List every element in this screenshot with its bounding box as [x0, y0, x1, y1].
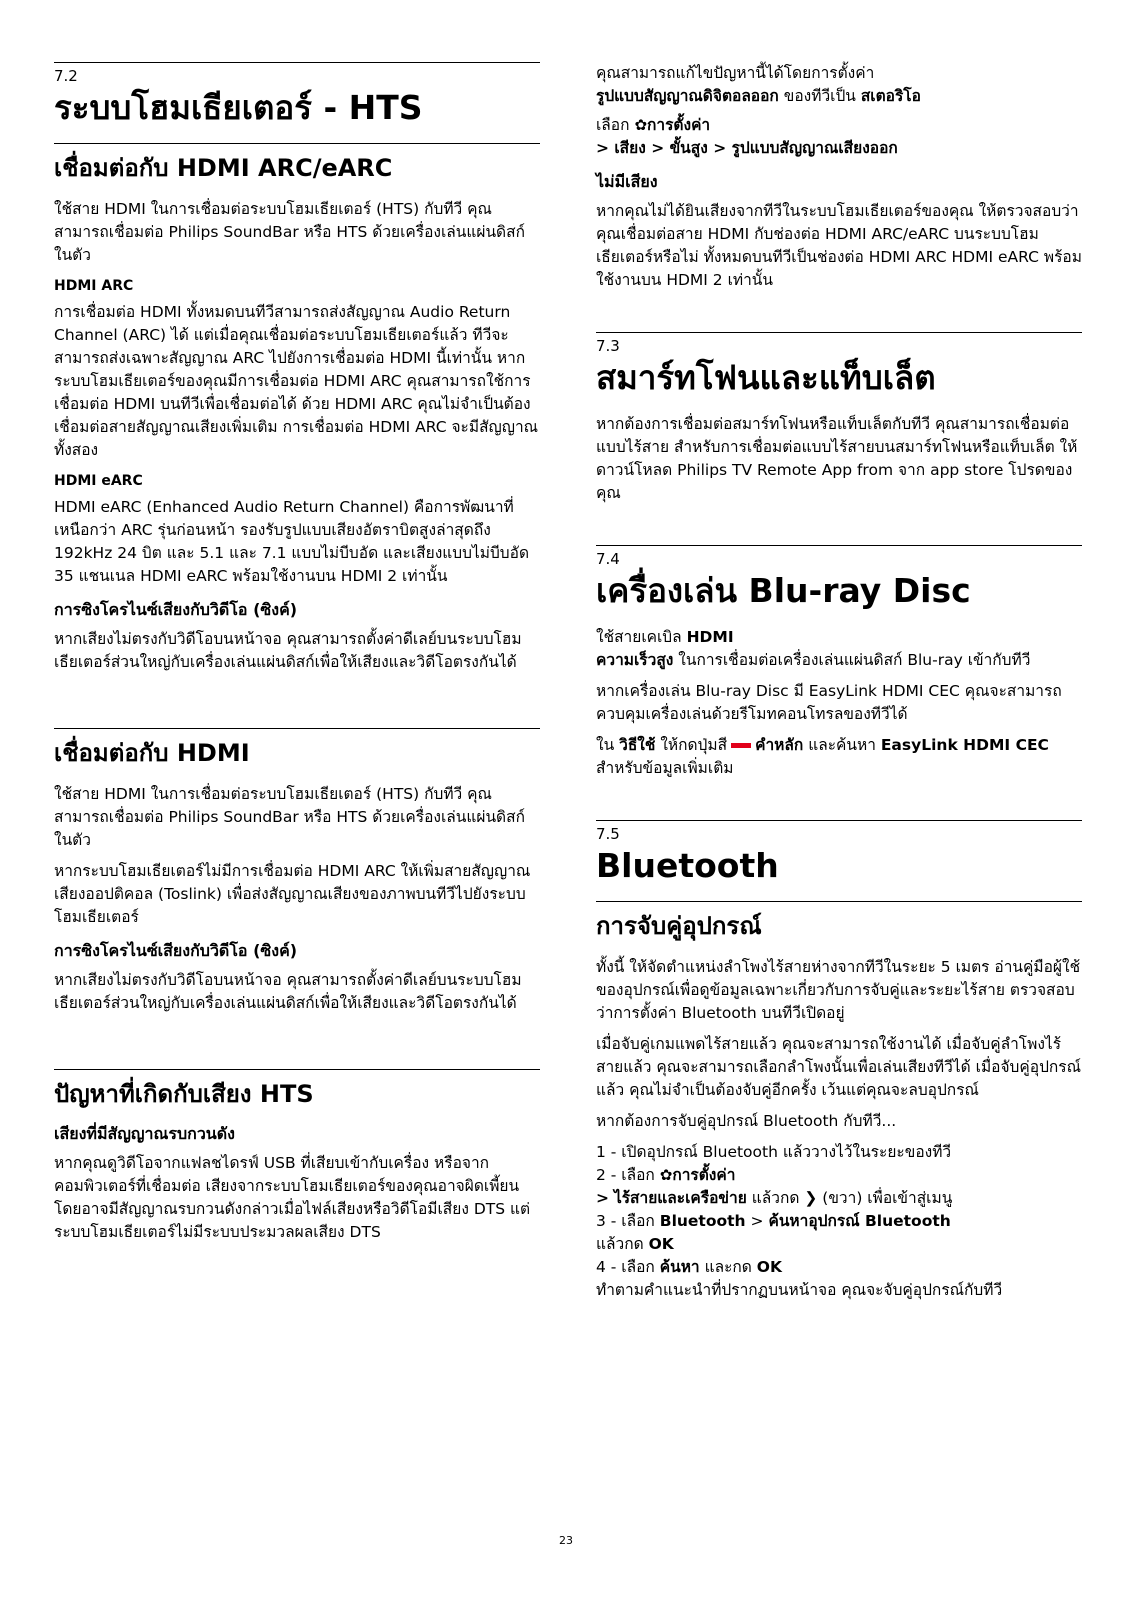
chapter-rule	[596, 332, 1082, 333]
chapter-title-bluray: เครื่องเล่น Blu-ray Disc	[596, 571, 971, 610]
bt-step-3: 3 - เลือก Bluetooth > ค้นหาอุปกรณ์ Bluetooth แล้วกด OK	[596, 1212, 951, 1253]
bt-step-2: 2 - เลือก ✿การตั้งค่า > ไร้สายและเครือข่าย แล้วกด ❯ (ขวา) เพื่อเข้าสู่เมนู	[596, 1166, 953, 1207]
chapter-rule	[596, 820, 1082, 821]
arc-sync-heading: การซิงโครไนซ์เสียงกับวิดีโอ (ซิงค์)	[54, 600, 298, 619]
nosound-heading: ไม่มีเสียง	[596, 172, 658, 191]
hdmi-sync-body: หากเสียงไม่ตรงกับวิดีโอบนหน้าจอ คุณสามารถตั้งค่าดีเลย์บนระบบโฮมเธียเตอร์ส่วนใหญ่กับเครื่องเล่นแผ่นดิสก์เพื่อให้เสียงและวิดีโอตรงกันได้	[54, 971, 522, 1012]
arc-sync-body: หากเสียงไม่ตรงกับวิดีโอบนหน้าจอ คุณสามารถตั้งค่าดีเลย์บนระบบโฮมเธียเตอร์ส่วนใหญ่กับเครื่องเล่นแผ่นดิสก์เพื่อให้เสียงและวิดีโอตรงกันได้	[54, 630, 522, 671]
chapter-rule	[54, 62, 540, 63]
noise-body: หากคุณดูวิดีโอจากแฟลชไดรฟ์ USB ที่เสียบเข้ากับเครื่อง หรือจากคอมพิวเตอร์ที่เชื่อมต่อ เสียงจากระบบโฮมเธียเตอร์ของคุณอาจผิดเพี้ยน โดยอาจมีสัญญาณรบกวนดังกล่าวเมื่อไฟล์เสียงหรือวิดีโอมีเสียง DTS แต่ระบบโฮมเธียเตอร์ไม่มีระบบประมวลผลเสียง DTS	[54, 1154, 531, 1241]
setting-name: รูปแบบสัญญาณดิจิตอลออก	[596, 87, 779, 105]
nosound-body: หากคุณไม่ได้ยินเสียงจากทีวีในระบบโฮมเธียเตอร์ของคุณ ให้ตรวจสอบว่าคุณเชื่อมต่อสาย HDMI กับช่องต่อ HDMI ARC/eARC บนระบบโฮมเธียเตอร์หรือไม่ ทั้งหมดบนทีวีเป็นช่องต่อ HDMI ARC HDMI eARC พร้อมใช้งานบน HDMI 2 เท่านั้น	[596, 202, 1082, 289]
bluray-help: ใน วิธีใช้ ให้กดปุ่มสี คำหลัก และค้นหา EasyLink HDMI CEC สำหรับข้อมูลเพิ่มเติม	[596, 736, 1049, 777]
section-rule	[54, 143, 540, 144]
section-title-hdmi: เชื่อมต่อกับ HDMI	[54, 739, 250, 767]
fix-paragraph: คุณสามารถแก้ไขปัญหานี้ได้โดยการตั้งค่า รูปแบบสัญญาณดิจิตอลออก ของทีวีเป็น สเตอริโอ	[596, 64, 921, 105]
smart-body: หากต้องการเชื่อมต่อสมาร์ทโฟนหรือแท็บเล็ตกับทีวี คุณสามารถเชื่อมต่อแบบไร้สาย สำหรับการเชื่อมต่อแบบไร้สายบนสมาร์ทโฟนหรือแท็บเล็ต ให้ดาวน์โหลด Philips TV Remote App from จาก app store โปรดของคุณ	[596, 415, 1078, 502]
bluray-cable: ใช้สายเคเบิล HDMI ความเร็วสูง ในการเชื่อมต่อเครื่องเล่นแผ่นดิสก์ Blu-ray เข้ากับทีวี	[596, 628, 1031, 669]
setting-value: สเตอริโอ	[860, 87, 921, 105]
chapter-title: ระบบโฮมเธียเตอร์ - HTS	[54, 88, 423, 127]
bluray-easylink: หากเครื่องเล่น Blu-ray Disc มี EasyLink HDMI CEC คุณจะสามารถควบคุมเครื่องเล่นด้วยรีโมทคอนโทรลของทีวีได้	[596, 682, 1062, 723]
hdmi-arc-body: การเชื่อมต่อ HDMI ทั้งหมดบนทีวีสามารถส่งสัญญาณ Audio Return Channel (ARC) ได้ แต่เมื่อคุณเชื่อมต่อระบบโฮมเธียเตอร์แล้ว ทีวีจะสามารถส่งเฉพาะสัญญาณ ARC ไปยังการเชื่อมต่อ HDMI นี้เท่านั้น หากระบบโฮมเธียเตอร์ของคุณมีการเชื่อมต่อ HDMI ARC คุณสามารถใช้การเชื่อมต่อ HDMI บนทีวีเพื่อเชื่อมต่อได้ ด้วย HDMI ARC คุณไม่จำเป็นต้องเชื่อมต่อสายสัญญาณเสียงเพิ่มเติม การเชื่อมต่อ HDMI ARC จะมีสัญญาณทั้งสอง	[54, 303, 539, 459]
noise-heading: เสียงที่มีสัญญาณรบกวนดัง	[54, 1124, 235, 1143]
chapter-number: 7.3	[596, 337, 620, 355]
hdmi-no-arc: หากระบบโฮมเธียเตอร์ไม่มีการเชื่อมต่อ HDMI ARC ให้เพิ่มสายสัญญาณเสียงออปติคอล (Toslink) เพื่อส่งสัญญาณเสียงของภาพบนทีวีไปยังระบบโฮมเธียเตอร์	[54, 862, 531, 926]
section-title-problems: ปัญหาที่เกิดกับเสียง HTS	[54, 1080, 314, 1108]
settings-path: เลือก ✿การตั้งค่า > เสียง > ขั้นสูง > รูปแบบสัญญาณเสียงออก	[596, 116, 898, 157]
bt-p2: เมื่อจับคู่เกมแพดไร้สายแล้ว คุณจะสามารถใช้งานได้ เมื่อจับคู่ลำโพงไร้สายแล้ว คุณจะสามารถเลือกลำโพงนั้นเพื่อเล่นเสียงทีวีได้ เมื่อจับคู่อุปกรณ์แล้ว คุณไม่จำเป็นต้องจับคู่อีกครั้ง เว้นแต่คุณจะลบอุปกรณ์	[596, 1035, 1081, 1099]
bt-p3: หากต้องการจับคู่อุปกรณ์ Bluetooth กับทีวี...	[596, 1112, 897, 1130]
chapter-title-bluetooth: Bluetooth	[596, 846, 779, 885]
chapter-number: 7.2	[54, 67, 78, 85]
page-number: 23	[559, 1534, 573, 1547]
hdmi-sync-heading: การซิงโครไนซ์เสียงกับวิดีโอ (ซิงค์)	[54, 941, 298, 960]
right-column	[596, 62, 1082, 1302]
section-rule	[54, 1069, 540, 1070]
chapter-rule	[596, 545, 1082, 546]
section-rule	[596, 901, 1082, 902]
bt-step-4: 4 - เลือก ค้นหา และกด OK ทำตามคำแนะนำที่ปรากฏบนหน้าจอ คุณจะจับคู่อุปกรณ์กับทีวี	[596, 1258, 1003, 1299]
left-column	[54, 62, 540, 1252]
section-title-pairing: การจับคู่อุปกรณ์	[596, 912, 762, 940]
chapter-number: 7.5	[596, 825, 620, 843]
gear-icon: ✿	[634, 116, 648, 134]
hdmi-arc-heading: HDMI ARC	[54, 278, 134, 294]
bt-step-1: 1 - เปิดอุปกรณ์ Bluetooth แล้ววางไว้ในระยะของทีวี	[596, 1143, 952, 1161]
red-color-key-icon	[731, 743, 751, 748]
chapter-number: 7.4	[596, 550, 620, 568]
hdmi-earc-heading: HDMI eARC	[54, 473, 143, 489]
hdmi-intro: ใช้สาย HDMI ในการเชื่อมต่อระบบโฮมเธียเตอร์ (HTS) กับทีวี คุณสามารถเชื่อมต่อ Philips SoundBar หรือ HTS ด้วยเครื่องเล่นแผ่นดิสก์ในตัว	[54, 785, 525, 849]
section-rule	[54, 728, 540, 729]
bt-p1: ทั้งนี้ ให้จัดตำแหน่งลำโพงไร้สายห่างจากทีวีในระยะ 5 เมตร อ่านคู่มือผู้ใช้ของอุปกรณ์เพื่อดูข้อมูลเฉพาะเกี่ยวกับการจับคู่และระยะไร้สาย ตรวจสอบว่าการตั้งค่า Bluetooth บนทีวีเปิดอยู่	[596, 958, 1081, 1022]
gear-icon: ✿	[659, 1166, 673, 1184]
chapter-title-smart: สมาร์ทโฟนและแท็บเล็ต	[596, 358, 936, 397]
hdmi-earc-body: HDMI eARC (Enhanced Audio Return Channel) คือการพัฒนาที่เหนือกว่า ARC รุ่นก่อนหน้า รองรับรูปแบบเสียงอัตราบิตสูงล่าสุดถึง 192kHz 24 บิต และ 5.1 และ 7.1 แบบไม่บีบอัด และเสียงแบบไม่บีบอัด 35 แชนเนล HDMI eARC พร้อมใช้งานบน HDMI 2 เท่านั้น	[54, 498, 530, 585]
chevron-right-icon: ❯	[804, 1189, 818, 1207]
section-title-arc: เชื่อมต่อกับ HDMI ARC/eARC	[54, 154, 393, 182]
arc-intro: ใช้สาย HDMI ในการเชื่อมต่อระบบโฮมเธียเตอร์ (HTS) กับทีวี คุณสามารถเชื่อมต่อ Philips SoundBar หรือ HTS ด้วยเครื่องเล่นแผ่นดิสก์ในตัว	[54, 200, 525, 264]
